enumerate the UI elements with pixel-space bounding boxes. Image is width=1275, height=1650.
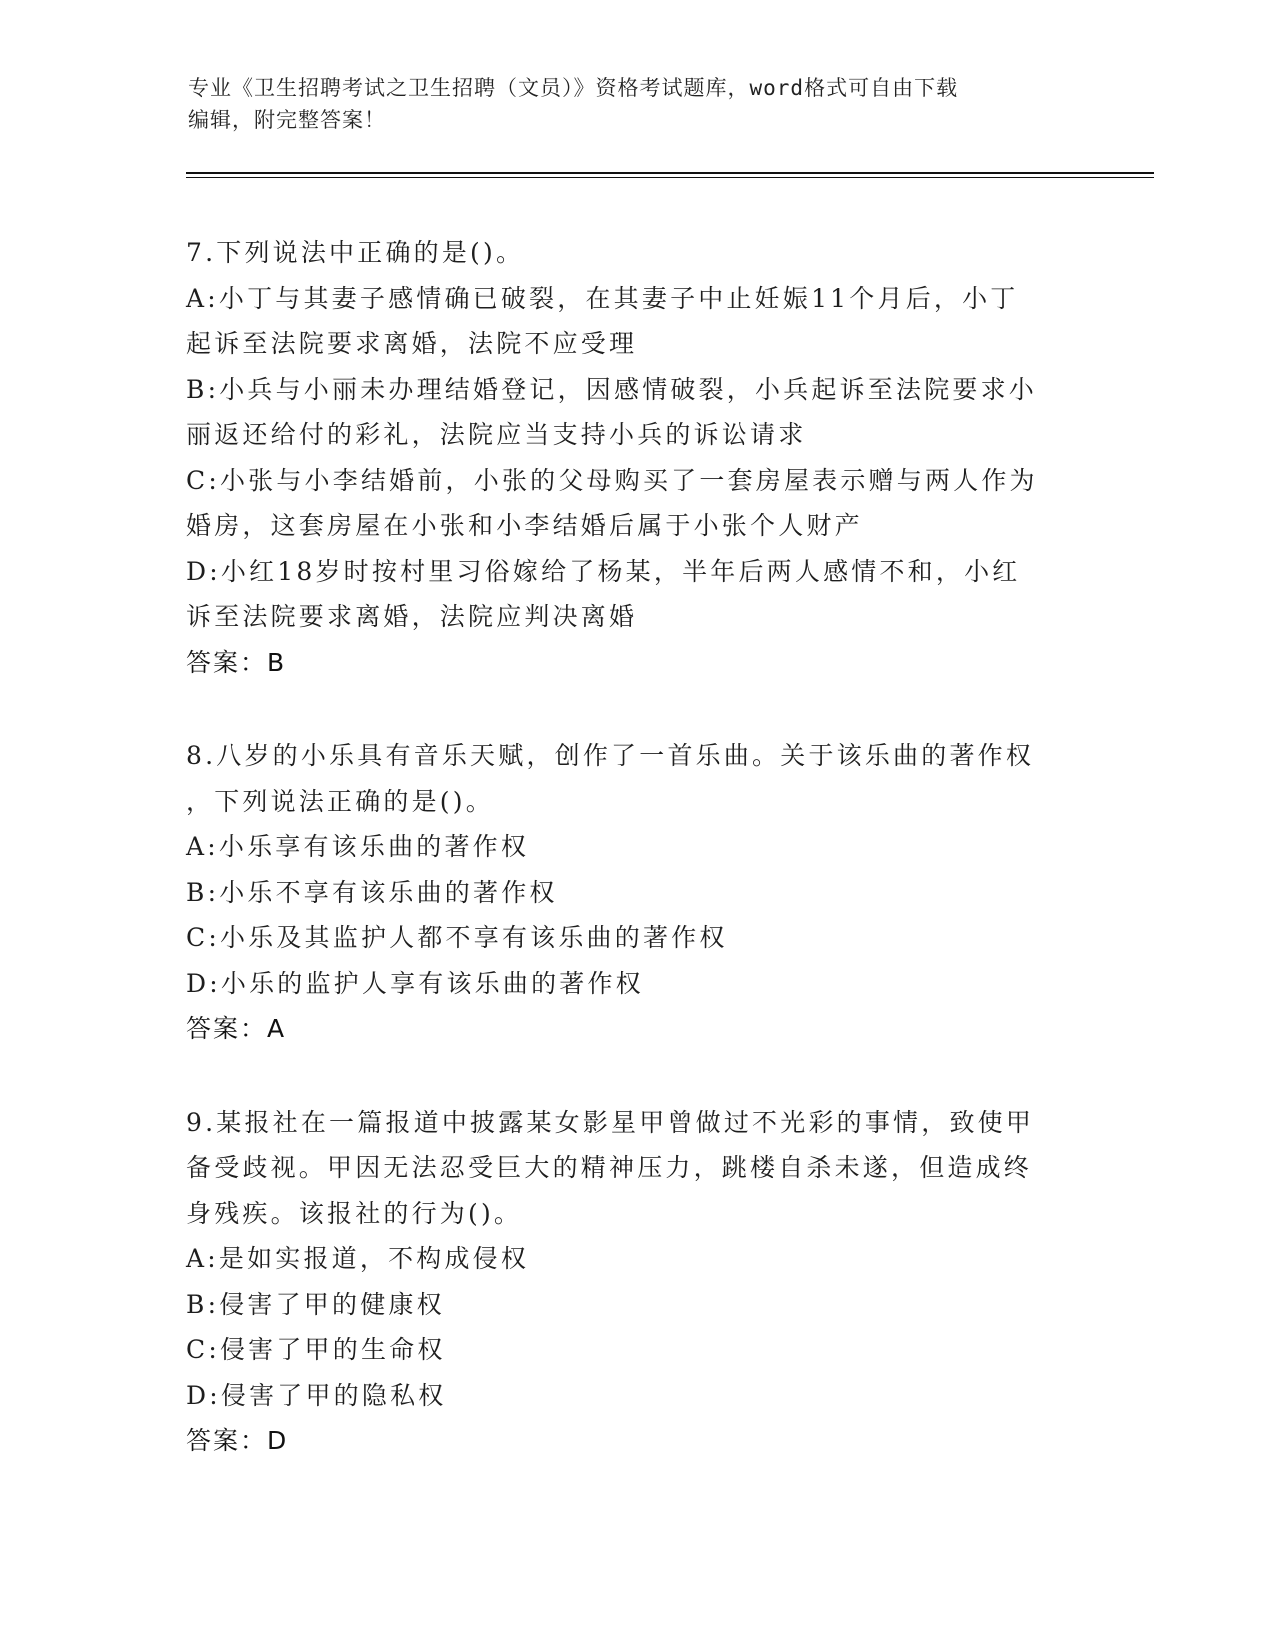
option-line: B:小乐不享有该乐曲的著作权: [186, 877, 558, 907]
question-stem: 7.下列说法中正确的是()。: [186, 238, 525, 267]
option-line: D:小乐的监护人享有该乐曲的著作权: [186, 968, 644, 998]
option-line: A:是如实报道，不构成侵权: [186, 1244, 530, 1273]
question-8: [186, 733, 1086, 1052]
question-7: [186, 230, 1086, 685]
header-line: 编辑，附完整答案！: [188, 108, 386, 132]
questions-list: [186, 230, 1086, 1464]
question-stem: ，下列说法正确的是()。: [186, 786, 494, 816]
option-line: D:小红18岁时按村里习俗嫁给了杨某，半年后两人感情不和，小红: [186, 556, 1021, 586]
option-line: A:小乐享有该乐曲的著作权: [186, 832, 530, 861]
question-stem: 身残疾。该报社的行为()。: [186, 1198, 523, 1228]
answer-label: 答案：B: [186, 647, 287, 677]
option-line: B:小兵与小丽未办理结婚登记，因感情破裂，小兵起诉至法院要求小: [186, 374, 1037, 404]
option-line: A:小丁与其妻子感情确已破裂，在其妻子中止妊娠11个月后，小丁: [186, 283, 1019, 313]
option-line: D:侵害了甲的隐私权: [186, 1380, 447, 1410]
answer-label: 答案：D: [186, 1426, 289, 1455]
question-stem: 9.某报社在一篇报道中披露某女影星甲曾做过不光彩的事情，致使甲: [186, 1107, 1035, 1137]
header-divider-thin: [186, 177, 1154, 178]
option-line: C:小张与小李结婚前，小张的父母购买了一套房屋表示赠与两人作为: [186, 465, 1038, 495]
question-9: [186, 1100, 1086, 1464]
question-stem: 8.八岁的小乐具有音乐天赋，创作了一首乐曲。关于该乐曲的著作权: [186, 741, 1035, 770]
option-line: C:侵害了甲的生命权: [186, 1335, 446, 1364]
option-line: 诉至法院要求离婚，法院应判决离婚: [186, 602, 638, 631]
header-divider: [186, 172, 1154, 174]
header-line: 专业《卫生招聘考试之卫生招聘（文员）》资格考试题库，word格式可自由下载: [188, 76, 959, 100]
answer-label: 答案：A: [186, 1014, 287, 1043]
option-line: B:侵害了甲的健康权: [186, 1289, 445, 1319]
option-line: C:小乐及其监护人都不享有该乐曲的著作权: [186, 923, 728, 952]
document-header: [188, 72, 1068, 136]
option-line: 丽返还给付的彩礼，法院应当支持小兵的诉讼请求: [186, 420, 807, 449]
question-stem: 备受歧视。甲因无法忍受巨大的精神压力，跳楼自杀未遂，但造成终: [186, 1153, 1033, 1182]
option-line: 婚房，这套房屋在小张和小李结婚后属于小张个人财产: [186, 511, 863, 540]
option-line: 起诉至法院要求离婚，法院不应受理: [186, 329, 638, 358]
